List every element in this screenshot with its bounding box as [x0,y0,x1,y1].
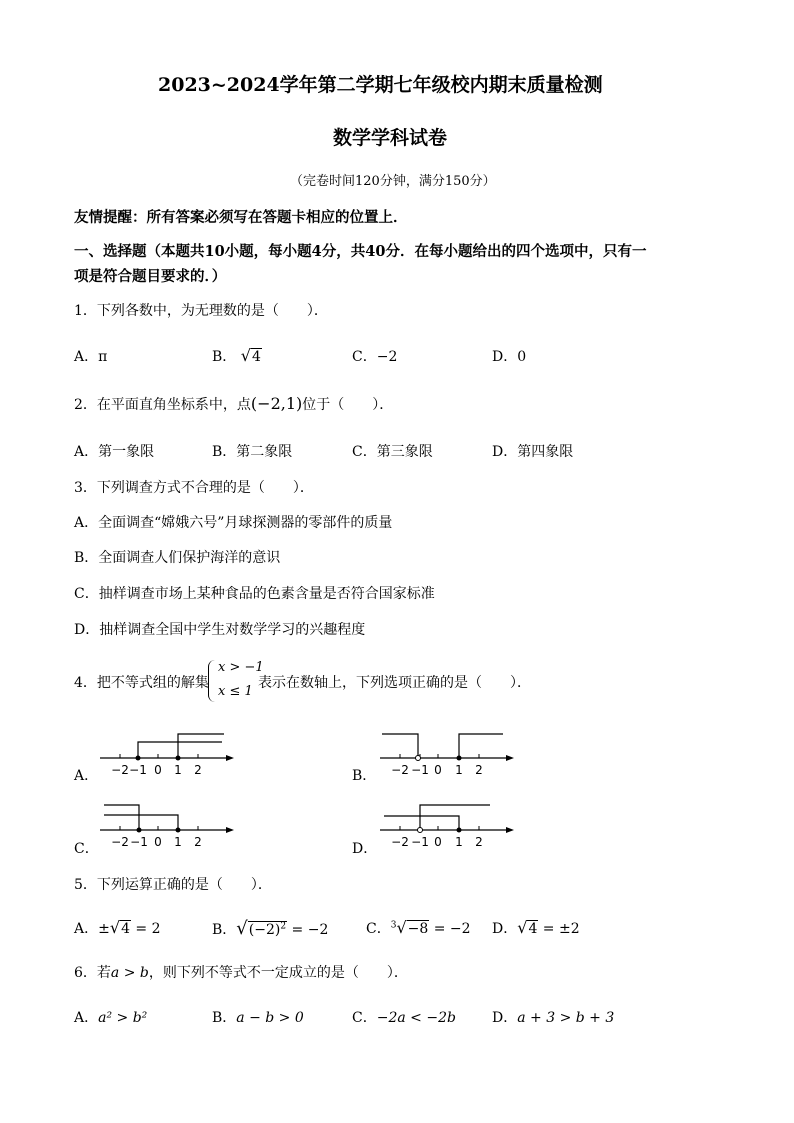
q5-a-rhs: = 2 [130,921,161,937]
tick-label: 1 [174,835,182,849]
tick-label: −1 [411,763,429,777]
q2-stem-pre: 2．在平面直角坐标系中，点 [74,397,251,413]
q3-option-a: A．全面调查“嫦娥六号”月球探测器的零部件的质量 [74,515,393,531]
q4-stem-pre: 4．把不等式组的解集 [74,675,209,691]
q5-c-radicand: −8 [407,921,429,937]
q1-d-label: D． [492,349,518,365]
q1-c-value: −2 [376,349,398,365]
reminder: 友情提醒：所有答案必须写在答题卡相应的位置上． [74,209,408,226]
tick-label: 1 [174,763,182,777]
q1-d-value: 0 [517,349,527,365]
number-line-a [100,728,235,784]
q5-b-exponent: 2 [280,921,287,932]
q5-c-rhs: = −2 [429,921,471,937]
q5-option-b [212,918,328,939]
sqrt-sign: √ [240,346,251,365]
q5-a-pm: ± [98,921,110,937]
q5-option-c [366,918,471,938]
system-brace [208,660,217,702]
tick-label: 0 [434,835,442,849]
q6-a-label: A． [74,1010,99,1026]
q1-option-c [352,346,397,366]
q1-c-label: C． [352,349,377,365]
q6-c-expr: −2a < −2b [376,1010,456,1026]
q2-option-d: D．第四象限 [492,444,574,460]
q5-d-radicand: 4 [528,921,538,937]
q6-c-label: C． [352,1010,377,1026]
tick-label: 2 [194,835,202,849]
tick-label: −2 [111,763,129,777]
tick-label: 2 [194,763,202,777]
q4-option-a-label: A． [74,768,99,784]
q3-option-d: D．抽样调查全国中学生对数学学习的兴趣程度 [74,622,366,638]
q5-option-a [74,918,161,938]
time-note: （完卷时间120分钟，满分150分） [290,174,496,189]
number-line-d [380,800,515,856]
q5-d-label: D． [492,921,518,937]
tick-label: 2 [475,835,483,849]
exam-title: 2023~2024学年第二学期七年级校内期末质量检测 [158,74,603,96]
tick-label: −1 [130,835,148,849]
tick-label: −2 [391,835,409,849]
q3-option-b: B．全面调查人们保护海洋的意识 [74,550,281,566]
tick-label: 1 [455,835,463,849]
tick-label: −2 [111,835,129,849]
q4-stem-post: 表示在数轴上，下列选项正确的是（ ）． [258,675,531,691]
q6-condition: a > b [110,965,149,981]
q2-option-c: C．第三象限 [352,444,433,460]
q6-stem-pre: 6．若 [74,965,111,981]
q5-c-index: 3 [390,920,397,931]
q2-point: (−2,1) [250,394,303,413]
tick-label: 0 [154,763,162,777]
q2-stem [74,394,393,414]
q1-a-label: A． [74,349,99,365]
q6-stem-post: ，则下列不等式不一定成立的是（ ）． [148,965,408,981]
tick-label: −1 [411,835,429,849]
q1-option-d [492,346,526,366]
q6-d-label: D． [492,1010,518,1026]
q4-option-d-label: D． [352,841,378,857]
sqrt-sign: √ [109,918,121,937]
q6-stem [74,962,408,982]
q4-option-b-label: B． [352,768,377,784]
q2-option-b: B．第二象限 [212,444,293,460]
sqrt-sign: √ [236,918,248,939]
tick-label: 0 [154,835,162,849]
q6-option-a [74,1007,147,1027]
q5-option-d [492,918,580,938]
section-1-heading: 一、选择题（本题共10小题，每小题4分，共40分．在每小题给出的四个选项中，只有一 [74,243,647,260]
q6-option-d [492,1007,614,1027]
sqrt-sign: √ [517,918,528,937]
q6-b-expr: a − b > 0 [236,1010,304,1026]
q5-d-rhs: = ±2 [538,921,580,937]
q5-b-label: B． [212,922,237,938]
q5-c-label: C． [366,921,391,937]
tick-label: 0 [434,763,442,777]
q1-a-value: π [98,349,108,365]
q1-option-a [74,346,107,366]
tick-label: −2 [391,763,409,777]
q3-stem: 3．下列调查方式不合理的是（ ）． [74,480,314,496]
q1-option-b [212,346,262,366]
q1-b-radicand: 4 [251,349,261,365]
sqrt-sign: √ [396,918,407,937]
q5-stem: 5．下列运算正确的是（ ）． [74,877,272,893]
q6-option-b [212,1007,304,1027]
q6-b-label: B． [212,1010,237,1026]
q6-d-expr: a + 3 > b + 3 [517,1010,615,1026]
q4-inequality-1: x > −1 [218,660,264,675]
q4-inequality-2: x ≤ 1 [218,684,253,699]
q4-option-c-label: C． [74,841,99,857]
q6-option-c [352,1007,456,1027]
q5-b-radicand: (−2) [248,922,281,938]
q2-stem-post: 位于（ ）． [302,397,394,413]
number-line-c [100,800,235,856]
section-1-heading-cont: 项是符合题目要求的．） [74,268,227,285]
q5-b-radicand-wrap [248,921,287,938]
q1-stem: 1．下列各数中，为无理数的是（ ）． [74,303,328,319]
tick-label: 1 [455,763,463,777]
tick-label: 2 [475,763,483,777]
q5-a-label: A． [74,921,99,937]
q5-a-radicand: 4 [121,921,130,937]
q1-b-label: B． [212,349,237,365]
q3-option-c: C．抽样调查市场上某种食品的色素含量是否符合国家标准 [74,586,435,602]
tick-label: −1 [129,763,147,777]
exam-subtitle: 数学学科试卷 [333,127,448,149]
q2-option-a: A．第一象限 [74,444,155,460]
q5-b-rhs: = −2 [287,922,329,938]
number-line-b [380,728,515,784]
q6-a-expr: a² > b² [98,1010,148,1026]
